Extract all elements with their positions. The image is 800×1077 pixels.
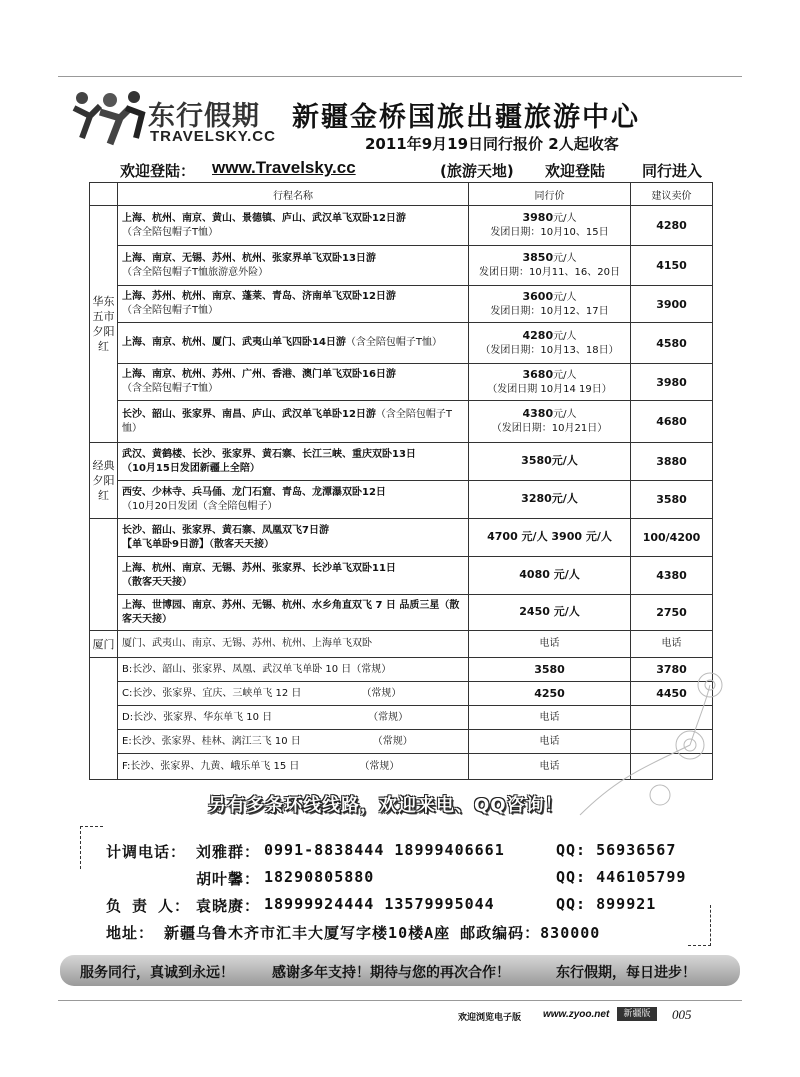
dispatch-label: 计调电话： xyxy=(106,843,187,861)
route-cell: 上海、世博园、南京、苏州、无锡、杭州、水乡角直双飞 7 日 品质三星（散客天天接） xyxy=(118,595,469,631)
suggested-price-cell: 4580 xyxy=(631,323,713,364)
table-row xyxy=(90,401,713,443)
price-cell: 3580 xyxy=(469,658,631,682)
route-cell: E:长沙、张家界、桂林、漓江三飞 10 日 （常规） xyxy=(118,730,469,754)
table-row xyxy=(90,323,713,364)
route-cell: 西安、少林寺、兵马俑、龙门石窟、青岛、龙潭瀑双卧12日 （10月20日发团（含全陪包帽子） xyxy=(118,481,469,519)
table-row xyxy=(90,557,713,595)
table-row xyxy=(90,286,713,323)
price-cell: 电话 xyxy=(469,706,631,730)
route-cell: F:长沙、张家界、九黄、峨乐单飞 15 日 （常规） xyxy=(118,754,469,780)
website-link[interactable]: www.Travelsky.cc xyxy=(212,158,356,177)
slogan-1: 服务同行，真诚到永远！ xyxy=(80,965,234,981)
route-cell: 上海、杭州、南京、无锡、苏州、张家界、长沙单飞双卧11日（散客天天接） xyxy=(118,557,469,595)
manager-label: 负 责 人： xyxy=(106,897,191,915)
page-subtitle: 2011年9月19日同行报价 2人起收客 xyxy=(365,135,619,153)
page-number: 005 xyxy=(672,1007,692,1022)
table-header-row xyxy=(90,183,713,206)
suggested-price-cell: 4280 xyxy=(631,206,713,246)
contact-phone-2: 18290805880 xyxy=(264,868,375,886)
price-cell: 电话 xyxy=(469,631,631,658)
price-cell: 电话 xyxy=(469,754,631,780)
contact-bracket-right xyxy=(688,905,711,946)
suggested-price-cell: 4150 xyxy=(631,246,713,286)
top-rule xyxy=(58,76,742,77)
price-cell: 3980元/人 发团日期：10月10、15日 xyxy=(469,206,631,246)
forum-label: (旅游天地) xyxy=(440,162,514,180)
price-cell: 2450 元/人 xyxy=(469,595,631,631)
route-cell: B:长沙、韶山、张家界、凤凰、武汉单飞单卧 10 日（常规） xyxy=(118,658,469,682)
route-cell: 厦门、武夷山、南京、无锡、苏州、杭州、上海单飞双卧 xyxy=(118,631,469,658)
table-row xyxy=(90,481,713,519)
suggested-header: 建议卖价 xyxy=(631,183,713,206)
address: 地址： 新疆乌鲁木齐市汇丰大厦写字楼10楼A座 邮政编码：830000 xyxy=(106,924,601,942)
price-cell: 4380元/人 （发团日期：10月21日） xyxy=(469,401,631,443)
route-cell: 长沙、韶山、张家界、黄石寨、凤凰双飞7日游 【单飞单卧9日游】（散客天天接） xyxy=(118,519,469,557)
route-cell: 上海、南京、无锡、苏州、杭州、张家界单飞双卧13日游 （含全陪包帽子T恤旅游意外险） xyxy=(118,246,469,286)
price-cell: 3680元/人 （发团日期 10月14 19日） xyxy=(469,364,631,401)
price-cell: 3280元/人 xyxy=(469,481,631,519)
contact-phones-1: 0991-8838444 18999406661 xyxy=(264,841,505,859)
contact-phones-3: 18999924444 13579995044 xyxy=(264,895,495,913)
price-cell: 3580元/人 xyxy=(469,443,631,481)
route-cell: 长沙、韶山、张家界、南昌、庐山、武汉单飞单卧12日游（含全陪包帽子T恤） xyxy=(118,401,469,443)
slogan-2: 感谢多年支持！期待与您的再次合作！ xyxy=(272,965,510,981)
suggested-price-cell: 100/4200 xyxy=(631,519,713,557)
table-row xyxy=(90,246,713,286)
footer-edition-tag: 新疆版 xyxy=(617,1007,657,1021)
price-cell: 4280元/人 （发团日期：10月13、18日） xyxy=(469,323,631,364)
contact-name-2: 胡叶馨： xyxy=(196,870,261,888)
route-cell: 上海、南京、杭州、苏州、广州、香港、澳门单飞双卧16日游 （含全陪包帽子T恤） xyxy=(118,364,469,401)
welcome-label: 欢迎登陆： xyxy=(120,162,196,180)
table-row xyxy=(90,364,713,401)
suggested-price-cell: 4450 xyxy=(631,682,713,706)
route-cell: 武汉、黄鹤楼、长沙、张家界、黄石寨、长江三峡、重庆双卧13日 （10月15日发团新疆上全陪） xyxy=(118,443,469,481)
brand-name-cn: 东行假期 xyxy=(148,101,260,132)
route-cell: C:长沙、张家界、宜庆、三峡单飞 12 日 （常规） xyxy=(118,682,469,706)
price-cell: 3850元/人 发团日期：10月11、16、20日 xyxy=(469,246,631,286)
price-cell: 4250 xyxy=(469,682,631,706)
slogan-3: 东行假期，每日进步！ xyxy=(556,965,696,981)
region-header xyxy=(90,183,118,206)
welcome-login-label: 欢迎登陆 xyxy=(545,162,606,180)
suggested-price-cell: 4680 xyxy=(631,401,713,443)
region-cell: 华东五市夕阳红 xyxy=(90,206,118,443)
table-row xyxy=(90,443,713,481)
contact-name-1: 刘雅群： xyxy=(196,843,261,861)
suggested-price-cell: 2750 xyxy=(631,595,713,631)
suggested-price-cell: 电话 xyxy=(631,631,713,658)
region-cell xyxy=(90,519,118,631)
region-cell xyxy=(90,658,118,780)
contact-qq-1: QQ: 56936567 xyxy=(556,841,677,859)
region-cell: 经典夕阳红 xyxy=(90,443,118,519)
route-cell: 上海、苏州、杭州、南京、蓬莱、青岛、济南单飞双卧12日游 （含全陪包帽子T恤） xyxy=(118,286,469,323)
route-header: 行程名称 xyxy=(118,183,469,206)
suggested-price-cell: 3780 xyxy=(631,658,713,682)
footer-url[interactable]: www.zyoo.net xyxy=(543,1009,610,1020)
route-cell: 上海、杭州、南京、黄山、景德镇、庐山、武汉单飞双卧12日游 （含全陪包帽子T恤） xyxy=(118,206,469,246)
suggested-price-cell: 4380 xyxy=(631,557,713,595)
route-cell: 上海、南京、杭州、厦门、武夷山单飞四卧14日游（含全陪包帽子T恤） xyxy=(118,323,469,364)
suggested-price-cell: 3580 xyxy=(631,481,713,519)
suggested-price-cell: 3880 xyxy=(631,443,713,481)
brand-logo xyxy=(70,88,285,150)
price-cell: 3600元/人 发团日期：10月12、17日 xyxy=(469,286,631,323)
brand-name-en: TRAVELSKY.CC xyxy=(150,128,276,145)
suggested-price-cell: 3980 xyxy=(631,364,713,401)
price-header: 同行价 xyxy=(469,183,631,206)
peer-entry-label: 同行进入 xyxy=(642,162,703,180)
region-cell: 厦门 xyxy=(90,631,118,658)
footer-text: 欢迎浏览电子版 xyxy=(458,1013,522,1023)
table-row xyxy=(90,206,713,246)
contact-bracket-left xyxy=(80,826,103,869)
more-routes-banner: 另有多条环线线路，欢迎来电、QQ咨询！ xyxy=(208,795,564,816)
contact-qq-2: QQ: 446105799 xyxy=(556,868,687,886)
table-row xyxy=(90,519,713,557)
people-logo-icon xyxy=(70,88,150,148)
suggested-price-cell: 3900 xyxy=(631,286,713,323)
bottom-rule xyxy=(58,1000,742,1001)
price-cell: 4700 元/人 3900 元/人 xyxy=(469,519,631,557)
page-title: 新疆金桥国旅出疆旅游中心 xyxy=(292,102,640,133)
route-cell: D:长沙、张家界、华东单飞 10 日 （常规） xyxy=(118,706,469,730)
flower-decoration-icon xyxy=(560,625,740,825)
price-cell: 4080 元/人 xyxy=(469,557,631,595)
contact-name-3: 袁晓赓： xyxy=(196,897,261,915)
contact-qq-3: QQ: 899921 xyxy=(556,895,657,913)
price-cell: 电话 xyxy=(469,730,631,754)
